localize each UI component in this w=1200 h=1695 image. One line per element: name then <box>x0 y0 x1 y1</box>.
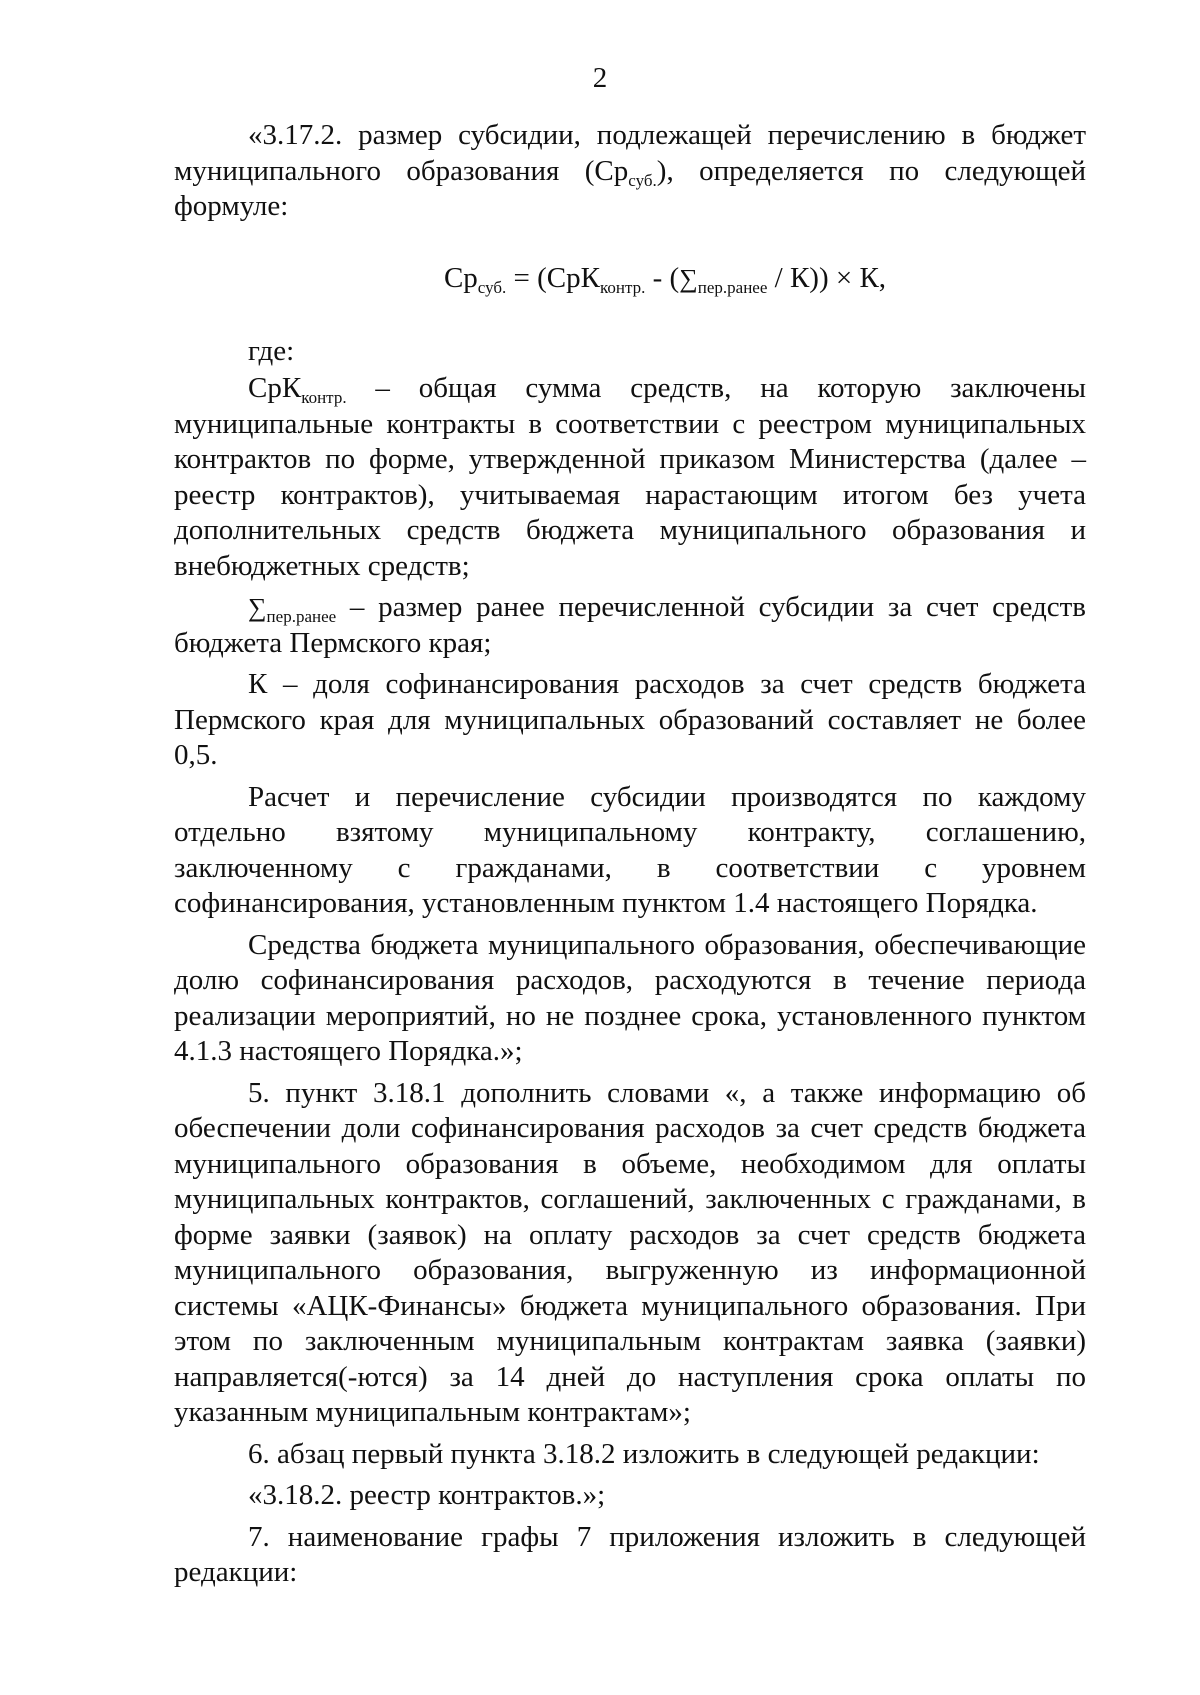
definition-k: К – доля софинансирования расходов за счет средств бюджета Пермского края для муниципальных образований составляет не более 0,5. <box>174 668 1086 771</box>
paragraph-item-7: 7. наименование графы 7 приложения изложить в следующей редакции: <box>174 1520 1086 1588</box>
paragraph-item-6: 6. абзац первый пункта 3.18.2 изложить в следующей редакции: <box>248 1437 1040 1470</box>
document-body <box>174 118 1086 1593</box>
paragraph-calculation: Расчет и перечисление субсидии производятся по каждому отдельно взятому муниципальному контракту, соглашению, заключенному с гражданами, в соответствии с уровнем софинансирования, установленным пунктом 1.4 настоящего Порядка. <box>174 780 1086 919</box>
paragraph-3-18-2-quote: «3.18.2. реестр контрактов.»; <box>248 1479 606 1511</box>
where-label: где: <box>248 334 295 367</box>
subsidy-formula: $Ср_{суб.} = (СрК_{контр.} - (\sum_{пер.ранее} / К)) \times К$, <box>443 261 887 297</box>
paragraph-budget-funds: Средства бюджета муниципального образования, обеспечивающие долю софинансирования расходов, расходуются в течение периода реализации мероприятий, но не позднее срока, установленного пунктом 4.1.3 настоящего Порядка.»; <box>174 928 1086 1067</box>
definition-sum-prev: $\sum_{пер.ранее}$ – размер ранее перечисленной субсидии за счет средств бюджета Пермского края; <box>174 591 1086 659</box>
paragraph-3-17-2: «3.17.2. размер субсидии, подлежащей перечислению в бюджет муниципального образования $(Ср_{суб.})$, определяется по следующей формуле: <box>174 119 1086 222</box>
definition-srk-contr: СрК$_{контр.}$ – общая сумма средств, на которую заключены муниципальные контракты в соответствии с реестром муниципальных контрактов по форме, утвержденной приказом Министерства (далее – реестр контрактов), учитываемая нарастающим итогом без учета дополнительных средств бюджета муниципального образования и внебюджетных средств; <box>174 372 1086 582</box>
sum-symbol: ∑ <box>679 263 698 293</box>
paragraph-item-5: 5. пункт 3.18.1 дополнить словами «, а также информацию об обеспечении доли софинансирования расходов за счет средств бюджета муниципального образования в объеме, необходимом для оплаты муниципальных контрактов, соглашений, заключенных с гражданами, в форме заявки (заявок) на оплату расходов за счет средств бюджета муниципального образования, выгруженную из информационной системы «АЦК-Финансы» бюджета муниципального образования. При этом по заключенным муниципальным контрактам заявка (заявки) направляется(-ются) за 14 дней до наступления срока оплаты по указанным муниципальным контрактам»; <box>174 1076 1086 1428</box>
page-number: 2 <box>592 62 608 94</box>
